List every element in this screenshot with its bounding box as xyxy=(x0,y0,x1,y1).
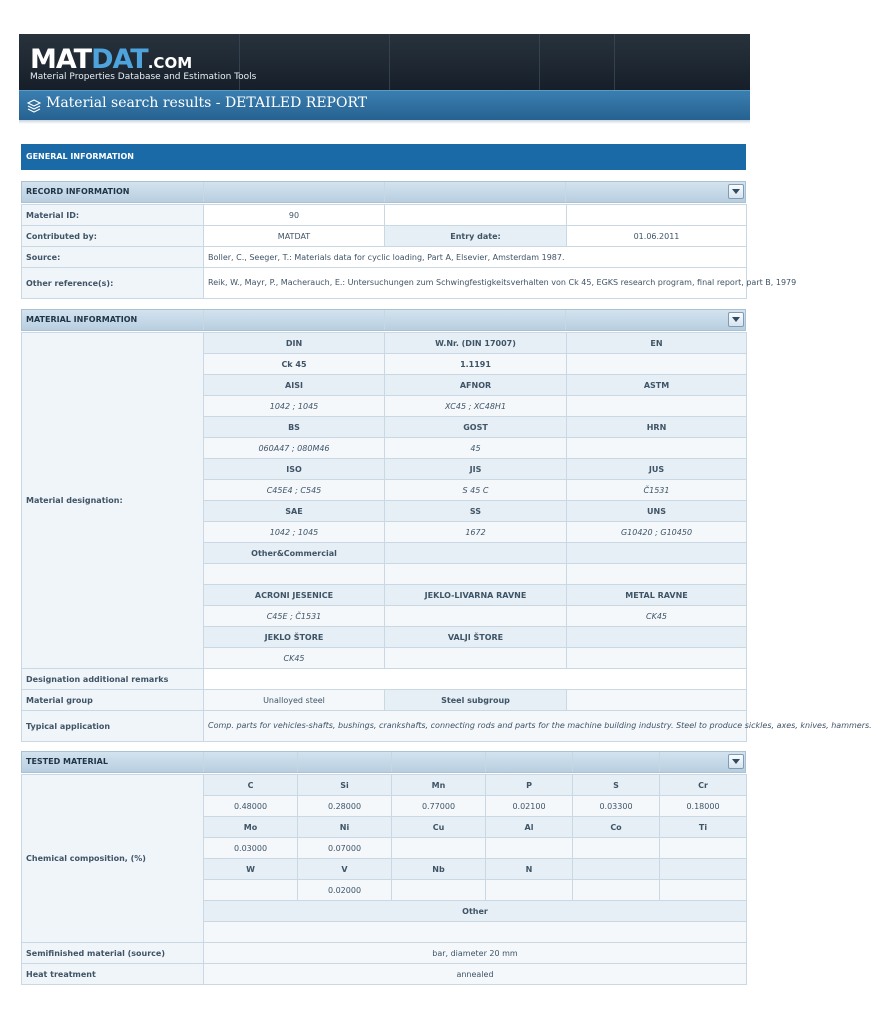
designation-value-cell: C45E4 ; C545 xyxy=(204,480,385,501)
element-percent-cell xyxy=(573,838,660,859)
other-references-value: Reik, W., Mayr, P., Macherauch, E.: Untersuchungen zum Schwingfestigkeitsverhalten von Ck 45, EGKS research program, final report, part B, 1979 xyxy=(204,268,747,299)
table-row xyxy=(22,205,747,226)
material-information-header[interactable] xyxy=(21,309,746,331)
table-row xyxy=(22,333,747,354)
element-percent-cell: 0.28000 xyxy=(298,796,392,817)
standard-name-cell: ASTM xyxy=(567,375,747,396)
designation-value-cell: 060A47 ; 080M46 xyxy=(204,438,385,459)
header-divider xyxy=(203,310,204,330)
designation-value-cell: G10420 ; G10450 xyxy=(567,522,747,543)
collapse-toggle-icon[interactable] xyxy=(728,184,744,199)
standard-name-cell: W.Nr. (DIN 17007) xyxy=(385,333,567,354)
record-information-header[interactable] xyxy=(21,181,746,203)
designation-value-cell: XC45 ; XC48H1 xyxy=(385,396,567,417)
element-symbol-cell: Mn xyxy=(392,775,486,796)
empty-cell xyxy=(567,205,747,226)
element-percent-cell: 0.03000 xyxy=(204,838,298,859)
heat-treatment-value: annealed xyxy=(204,964,747,985)
standard-name-cell xyxy=(567,627,747,648)
element-percent-cell xyxy=(392,880,486,901)
material-group-label: Material group xyxy=(22,690,204,711)
element-symbol-cell: Co xyxy=(573,817,660,838)
standard-name-cell: 1.1191 xyxy=(385,354,567,375)
material-information-table xyxy=(21,332,872,742)
site-header xyxy=(19,34,750,120)
standard-name-cell: HRN xyxy=(567,417,747,438)
element-percent-cell xyxy=(392,838,486,859)
standard-name-cell: EN xyxy=(567,333,747,354)
header-divider xyxy=(297,752,298,772)
header-divider xyxy=(485,752,486,772)
element-percent-cell: 0.02000 xyxy=(298,880,392,901)
standard-name-cell: JEKLO ŠTORE xyxy=(204,627,385,648)
element-symbol-cell: Al xyxy=(486,817,573,838)
typical-application-value: Comp. parts for vehicles-shafts, bushings, crankshafts, connecting rods and parts for the machine building industry. Steel to produce sickles, axes, knives, hammers. xyxy=(204,711,747,742)
designation-value-cell xyxy=(567,648,747,669)
element-percent-cell xyxy=(204,880,298,901)
standard-name-cell: UNS xyxy=(567,501,747,522)
designation-value-cell xyxy=(204,564,385,585)
standard-name-cell: DIN xyxy=(204,333,385,354)
designation-value-cell: C45E ; Č1531 xyxy=(204,606,385,627)
section-title: RECORD INFORMATION xyxy=(26,187,130,196)
source-value: Boller, C., Seeger, T.: Materials data for cyclic loading, Part A, Elsevier, Amsterdam 1987. xyxy=(204,247,747,268)
designation-remarks-label: Designation additional remarks xyxy=(22,669,204,690)
general-information-heading: GENERAL INFORMATION xyxy=(21,144,746,170)
element-percent-cell: 0.48000 xyxy=(204,796,298,817)
tested-material-table xyxy=(21,774,747,985)
standard-name-cell xyxy=(385,543,567,564)
designation-value-cell: 1042 ; 1045 xyxy=(204,396,385,417)
standard-name-cell: VALJI ŠTORE xyxy=(385,627,567,648)
other-elements-value xyxy=(204,922,747,943)
tested-material-header[interactable] xyxy=(21,751,746,773)
designation-value-cell: 1672 xyxy=(385,522,567,543)
element-percent-cell xyxy=(486,838,573,859)
material-id-label: Material ID: xyxy=(22,205,204,226)
contributed-by-value: MATDAT xyxy=(204,226,385,247)
standard-name-cell: SAE xyxy=(204,501,385,522)
standard-name-cell: JIS xyxy=(385,459,567,480)
standard-name-cell: ACRONI JESENICE xyxy=(204,585,385,606)
semifinished-material-label: Semifinished material (source) xyxy=(22,943,204,964)
table-row xyxy=(22,690,747,711)
page-title: Material search results - DETAILED REPORT xyxy=(46,95,368,111)
table-row xyxy=(22,775,747,796)
empty-cell xyxy=(385,205,567,226)
site-tagline: Material Properties Database and Estimation Tools xyxy=(30,72,257,82)
table-row xyxy=(22,669,747,690)
designation-value-cell xyxy=(385,606,567,627)
header-divider xyxy=(565,310,566,330)
element-symbol-cell: Ni xyxy=(298,817,392,838)
designation-value-cell xyxy=(567,438,747,459)
section-title: MATERIAL INFORMATION xyxy=(26,315,138,324)
material-designation-label: Material designation: xyxy=(22,333,204,669)
element-percent-cell: 0.18000 xyxy=(660,796,747,817)
standard-name-cell: GOST xyxy=(385,417,567,438)
source-label: Source: xyxy=(22,247,204,268)
element-symbol-cell: C xyxy=(204,775,298,796)
element-symbol-cell: Nb xyxy=(392,859,486,880)
designation-value-cell: Č1531 xyxy=(567,480,747,501)
element-symbol-cell: W xyxy=(204,859,298,880)
typical-application-label: Typical application xyxy=(22,711,204,742)
element-symbol-cell: S xyxy=(573,775,660,796)
standard-name-cell: ISO xyxy=(204,459,385,480)
element-percent-cell xyxy=(573,880,660,901)
element-symbol-cell: Mo xyxy=(204,817,298,838)
table-row xyxy=(22,943,747,964)
designation-value-cell: CK45 xyxy=(204,648,385,669)
standard-name-cell: SS xyxy=(385,501,567,522)
element-percent-cell: 0.07000 xyxy=(298,838,392,859)
standard-name-cell: Ck 45 xyxy=(204,354,385,375)
collapse-toggle-icon[interactable] xyxy=(728,754,744,769)
header-divider xyxy=(384,310,385,330)
layers-icon xyxy=(27,99,41,113)
steel-subgroup-value xyxy=(567,690,747,711)
element-symbol-cell: N xyxy=(486,859,573,880)
entry-date-value: 01.06.2011 xyxy=(567,226,747,247)
standard-name-cell xyxy=(567,354,747,375)
table-row xyxy=(22,226,747,247)
header-shadow xyxy=(19,120,750,124)
designation-value-cell xyxy=(567,396,747,417)
designation-value-cell xyxy=(385,648,567,669)
standard-name-cell: JUS xyxy=(567,459,747,480)
element-symbol-cell xyxy=(573,859,660,880)
table-row xyxy=(22,964,747,985)
header-divider xyxy=(659,752,660,772)
element-percent-cell xyxy=(486,880,573,901)
standard-name-cell: JEKLO-LIVARNA RAVNE xyxy=(385,585,567,606)
material-id-value: 90 xyxy=(204,205,385,226)
page-title-bar xyxy=(19,90,750,121)
header-divider xyxy=(384,182,385,202)
designation-value-cell xyxy=(567,564,747,585)
designation-value-cell: CK45 xyxy=(567,606,747,627)
element-percent-cell xyxy=(660,838,747,859)
heat-treatment-label: Heat treatment xyxy=(22,964,204,985)
other-references-label: Other reference(s): xyxy=(22,268,204,299)
header-divider xyxy=(391,752,392,772)
contributed-by-label: Contributed by: xyxy=(22,226,204,247)
semifinished-material-value: bar, diameter 20 mm xyxy=(204,943,747,964)
element-symbol-cell: Si xyxy=(298,775,392,796)
element-percent-cell: 0.03300 xyxy=(573,796,660,817)
header-divider xyxy=(203,752,204,772)
section-title: TESTED MATERIAL xyxy=(26,757,108,766)
designation-remarks-value xyxy=(204,669,747,690)
matdat-logo[interactable]: MATDAT.COM xyxy=(30,44,193,75)
header-divider xyxy=(572,752,573,772)
standard-name-cell xyxy=(567,543,747,564)
header-divider xyxy=(565,182,566,202)
element-symbol-cell: Ti xyxy=(660,817,747,838)
element-percent-cell: 0.02100 xyxy=(486,796,573,817)
element-symbol-cell: V xyxy=(298,859,392,880)
chemical-composition-label: Chemical composition, (%) xyxy=(22,775,204,943)
element-percent-cell xyxy=(660,880,747,901)
standard-name-cell: METAL RAVNE xyxy=(567,585,747,606)
element-symbol-cell: P xyxy=(486,775,573,796)
element-symbol-cell: Cu xyxy=(392,817,486,838)
steel-subgroup-label: Steel subgroup xyxy=(385,690,567,711)
table-row xyxy=(22,268,747,299)
other-elements-label: Other xyxy=(204,901,747,922)
entry-date-label: Entry date: xyxy=(385,226,567,247)
header-divider xyxy=(203,182,204,202)
collapse-toggle-icon[interactable] xyxy=(728,312,744,327)
standard-name-cell: AFNOR xyxy=(385,375,567,396)
standard-name-cell: AISI xyxy=(204,375,385,396)
standard-name-cell: Other&Commercial xyxy=(204,543,385,564)
standard-name-cell: BS xyxy=(204,417,385,438)
table-row xyxy=(22,711,747,742)
table-row xyxy=(22,247,747,268)
element-symbol-cell: Cr xyxy=(660,775,747,796)
material-group-value: Unalloyed steel xyxy=(204,690,385,711)
record-information-table xyxy=(21,204,797,299)
designation-value-cell xyxy=(385,564,567,585)
designation-value-cell: 45 xyxy=(385,438,567,459)
designation-value-cell: 1042 ; 1045 xyxy=(204,522,385,543)
element-percent-cell: 0.77000 xyxy=(392,796,486,817)
element-symbol-cell xyxy=(660,859,747,880)
designation-value-cell: S 45 C xyxy=(385,480,567,501)
